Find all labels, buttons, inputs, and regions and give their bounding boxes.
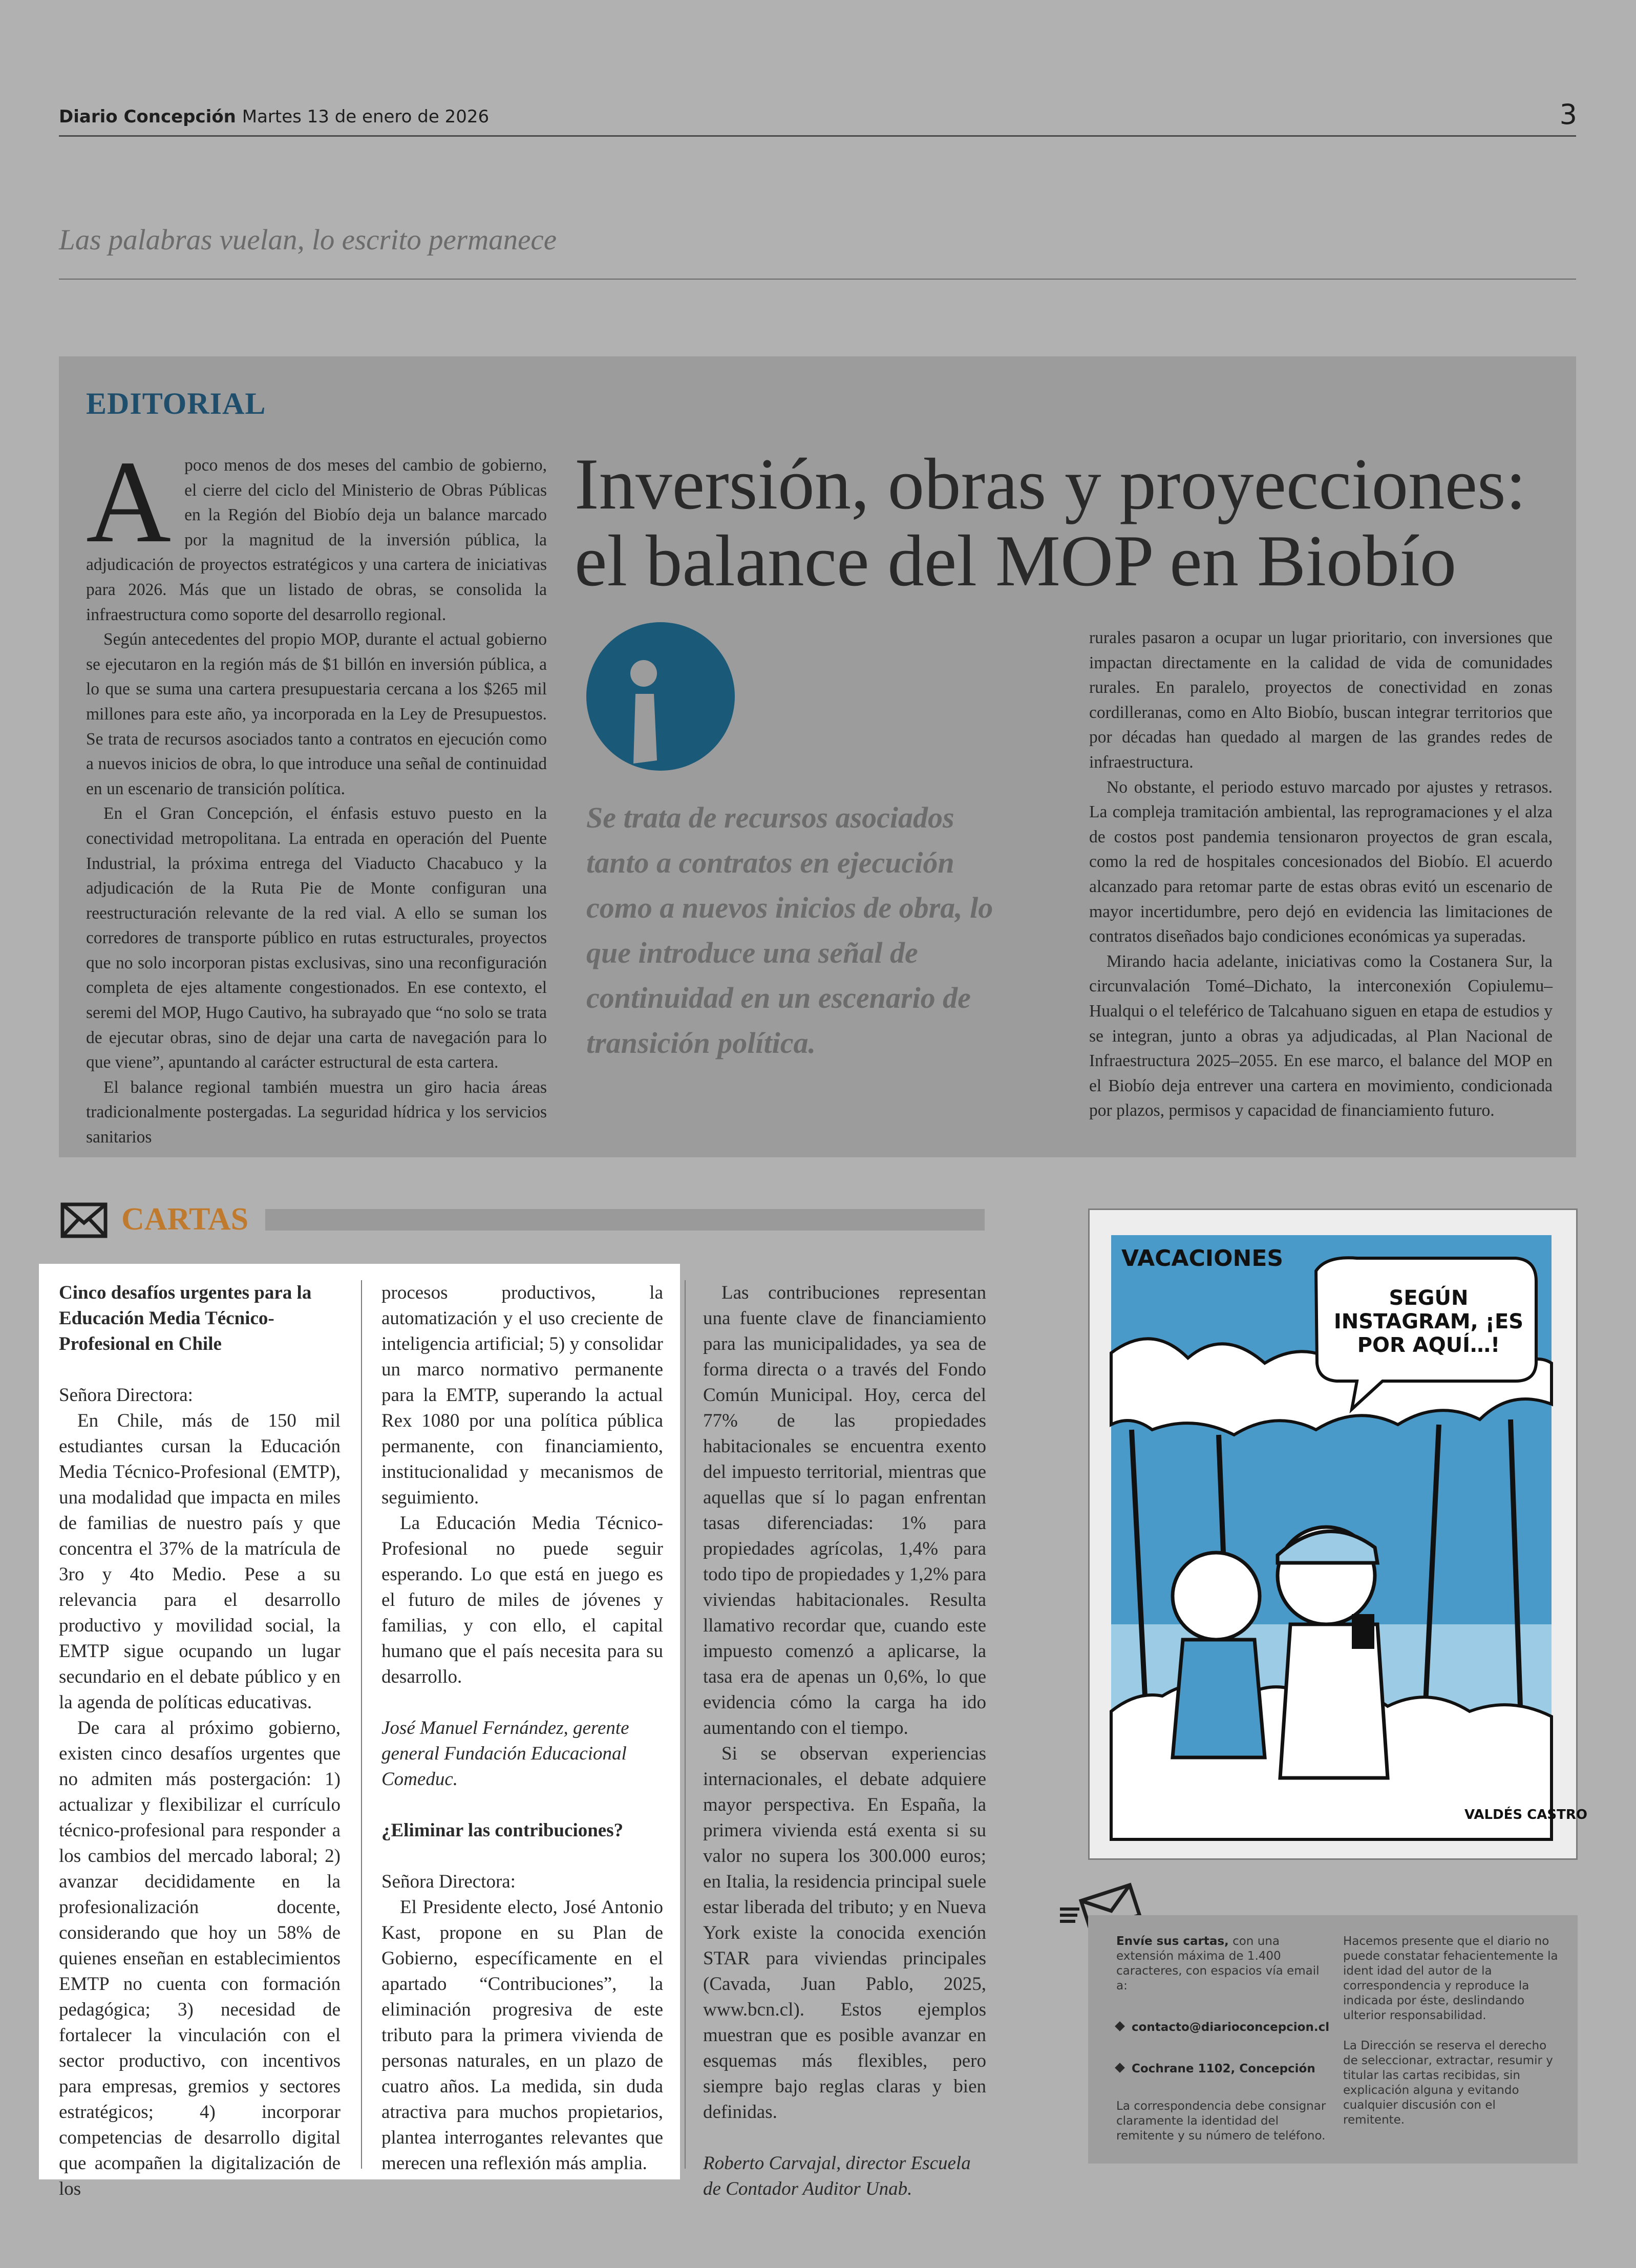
slogan-rule — [59, 279, 1576, 280]
editorial-paragraph: Apoco menos de dos meses del cambio de gobierno, el cierre del ciclo del Ministerio de Obras Públicas en la Región del Biobío deja un balance marcado por la magnitud de la inversión pública, la adjudicación de proyectos estratégicos y una cartera de iniciativas para 2026. Más que un listado de obras, se consolida la infraestructura como soporte del desarrollo regional. — [86, 436, 547, 624]
cartoon-title: VACACIONES — [1121, 1245, 1284, 1271]
letter-title: ¿Eliminar las contribuciones? — [381, 1820, 624, 1841]
letter-title: Cinco desafíos urgentes para la Educación Media Técnico-Profesional en Chile — [59, 1282, 312, 1354]
letter-signature: José Manuel Fernández, gerente general Fundación Educacional Comeduc. — [381, 1718, 629, 1790]
editorial-left-column — [86, 436, 547, 1150]
envelope-icon — [60, 1202, 108, 1238]
disclaimer-text: La Dirección se reserva el derecho de seleccionar, extractar, resumir y titular las cartas recibidas, sin explicación alguna y evitando cualquier discusión con el remitente. — [1343, 2039, 1553, 2127]
contact-address: Cochrane 1102, Concepción — [1116, 2062, 1331, 2076]
headline-line-2: el balance del MOP en Biobío — [575, 520, 1457, 601]
cartoon-illustration — [1111, 1235, 1587, 1839]
editorial-pullquote: Se trata de recursos asociados tanto a contratos en ejecución como a nuevos inicios de obra, lo que introduce una señal de continuidad en un escenario de transición política. — [586, 801, 993, 1059]
info-icon — [586, 622, 735, 771]
letters-column-2 — [381, 1280, 663, 2176]
editorial-paragraph: No obstante, el periodo estuvo marcado por ajustes y retrasos. La compleja tramitación ambiental, las reprogramaciones y el alza de costos post pandemia tensionaron proyectos de gran escala, como la red de hospitales concesionados del Biobío. El acuerdo alcanzado para retomar parte de estas obras evitó un escenario de mayor incertidumbre, pero dejó en evidencia las limitaciones de contratos diseñados bajo condiciones económicas ya superadas. — [1089, 777, 1553, 946]
header-rule — [59, 135, 1576, 137]
editorial-label: EDITORIAL — [86, 387, 266, 420]
letters-column-1 — [59, 1280, 341, 2202]
column-divider — [685, 1280, 686, 2169]
section-slogan: Las palabras vuelan, lo escrito permanece — [59, 224, 557, 256]
editorial-paragraph: Según antecedentes del propio MOP, durante el actual gobierno se ejecutaron en la región más de $1 billón en inversión pública, a lo que se suma una cartera presupuestaria cercana a los $265 mil millones para este año, ya incorporada en la Ley de Presupuestos. Se trata de recursos asociados tanto a contratos en ejecución como a nuevos inicios de obra, lo que introduce una señal de continuidad en un escenario de transición política. — [86, 630, 547, 798]
contact-left-column — [1116, 1934, 1331, 2144]
letter-salutation: Señora Directora: — [381, 1871, 516, 1892]
letter-signature: Roberto Carvajal, director Escuela de Contador Auditor Unab. — [703, 2153, 971, 2199]
editorial-headline — [575, 443, 1547, 601]
cartoon-signature: VALDÉS CASTRO — [1464, 1807, 1587, 1822]
letter-paragraph: Si se observan experiencias internacionales, el debate adquiere mayor perspectiva. En España, la primera vivienda está exenta si su valor no supera los 300.000 euros; en Italia, la residencia principal suele estar liberada del tributo; y en Nueva York existe la conocida exención STAR para viviendas principales (Cavada, Juan Pablo, 2025, www.bcn.cl). Estos ejemplos muestran que es posible avanzar en esquemas más flexibles, pero siempre bajo reglas claras y bien definidas. — [703, 1743, 986, 2123]
newspaper-name: Diario Concepción — [59, 107, 236, 127]
disclaimer-text: Hacemos presente que el diario no puede constatar fehacientemente la ident idad del autor de la correspondencia y reproduce la indicada por éste, deslindando ulterior responsabilidad. — [1343, 1935, 1558, 2022]
editorial-paragraph: Mirando hacia adelante, iniciativas como la Costanera Sur, la circunvalación Tomé–Dichato, la interconexión Copiulemu–Hualqui o el teleférico de Talcahuano siguen en etapa de estudios y se integran, junto a obras ya adjudicadas, al Plan Nacional de Infraestructura 2025–2055. En ese marco, el balance del MOP en el Biobío deja entrever una cartera en movimiento, condicionada por plazos, permisos y capacidad de financiamiento futuro. — [1089, 951, 1553, 1120]
issue-date: Martes 13 de enero de 2026 — [242, 107, 490, 127]
letter-paragraph: De cara al próximo gobierno, existen cinco desafíos urgentes que no admiten más postergación: 1) actualizar y flexibilizar el currículo técnico-profesional para responder a los cambios del mercado laboral; 2) avanzar decididamente en la profesionalización docente, considerando que hoy un 58% de quienes enseñan en establecimientos EMTP no cuenta con formación pedagógica; 3) necesidad de fortalecer la vinculación con el sector productivo, con incentivos para empresas, gremios y sectores estratégicos; 4) incorporar competencias de desarrollo digital que acompañen la digitalización de los — [59, 1718, 341, 2199]
contact-email[interactable]: contacto@diarioconcepcion.cl — [1116, 2020, 1331, 2035]
bullet-icon — [1115, 2021, 1125, 2031]
column-divider — [361, 1280, 362, 2169]
cartas-label: CARTAS — [121, 1202, 249, 1237]
letter-salutation: Señora Directora: — [59, 1385, 193, 1406]
page-number: 3 — [1559, 98, 1577, 131]
contact-intro: Envíe sus cartas, con una extensión máxima de 1.400 caracteres, con espacios vía email a: — [1116, 1935, 1320, 1993]
cartas-bar — [265, 1209, 985, 1231]
editorial-right-column — [1089, 626, 1553, 1124]
editorial-paragraph: rurales pasaron a ocupar un lugar prioritario, con inversiones que impactan directamente en la calidad de vida de comunidades rurales. En paralelo, proyectos de conectividad en zonas cordilleranas, como en Alto Biobío, buscan integrar territorios que por décadas han quedado al margen de las grandes redes de infraestructura. — [1089, 628, 1553, 772]
letters-column-3 — [703, 1280, 986, 2202]
letter-paragraph: procesos productivos, la automatización y el uso creciente de inteligencia artificial; 5) y consolidar un marco normativo permanente para la EMTP, superando la actual Rex 1080 por una política pública permanente, con financiamiento, institucionalidad y mecanismos de seguimiento. — [381, 1282, 663, 1508]
bullet-icon — [1115, 2063, 1125, 2073]
newspaper-header — [59, 107, 489, 127]
editorial-paragraph: El balance regional también muestra un giro hacia áreas tradicionalmente postergadas. La seguridad hídrica y los servicios sanitarios — [86, 1077, 547, 1147]
headline-line-1: Inversión, obras y proyecciones: — [575, 443, 1526, 524]
drop-cap: A — [86, 436, 172, 567]
contact-right-column — [1343, 1934, 1561, 2128]
letter-paragraph: Las contribuciones representan una fuente clave de financiamiento para las municipalidades, ya sea de forma directa o a través del Fondo Común Municipal. Hoy, cerca del 77% de las propiedades habitacionales se encuentra exento del impuesto territorial, mientras que aquellas que sí lo pagan enfrentan tasas diferenciadas: 1% para propiedades agrícolas, 1,4% para todo tipo de propiedades y 1,2% para viviendas habitacionales. Resulta llamativo recordar que, cuando este impuesto comenzó a aplicarse, la tasa era de apenas un 0,6%, lo que evidencia cómo la carga ha ido aumentando con el tiempo. — [703, 1282, 986, 1739]
editorial-paragraph: En el Gran Concepción, el énfasis estuvo puesto en la conectividad metropolitana. La entrada en operación del Puente Industrial, la próxima entrega del Viaducto Chacabuco y la adjudicación de la Ruta Pie de Monte configuran una reestructuración relevante de la red vial. A ello se suman los corredores de transporte público en rutas estructurales, proyectos que no solo incorporan pistas exclusivas, sino una reconfiguración completa de ejes altamente congestionados. En ese contexto, el seremi del MOP, Hugo Cautivo, ha subrayado que “no solo se trata de ejecutar obras, sino de dejar una carta de navegación para lo que viene”, apuntando al carácter estructural de esta cartera. — [86, 804, 547, 1072]
cartoon-speech: SEGÚN INSTAGRAM, ¡ES POR AQUÍ…! — [1333, 1286, 1524, 1357]
letter-paragraph: En Chile, más de 150 mil estudiantes cursan la Educación Media Técnico-Profesional (EMTP), una modalidad que impacta en miles de familias de nuestro país y que concentra el 37% de la matrícula de 3ro y 4to Medio. Pese a su relevancia para el desarrollo productivo y movilidad social, la EMTP sigue ocupando un lugar secundario en el debate público y en la agenda de políticas educativas. — [59, 1410, 341, 1713]
contact-note: La correspondencia debe consignar claramente la identidad del remitente y su número de teléfono. — [1116, 2100, 1326, 2143]
letter-paragraph: El Presidente electo, José Antonio Kast, propone en su Plan de Gobierno, específicamente en el apartado “Contribuciones”, la eliminación progresiva de este tributo para la primera vivienda de personas naturales, en un plazo de cuatro años. La medida, sin duda atractiva para muchos propietarios, plantea interrogantes relevantes que merecen una reflexión más amplia. — [381, 1897, 663, 2174]
letter-paragraph: La Educación Media Técnico-Profesional no puede seguir esperando. Lo que está en juego es el futuro de miles de jóvenes y familias, y con ello, el capital humano que el país necesita para su desarrollo. — [381, 1513, 663, 1687]
